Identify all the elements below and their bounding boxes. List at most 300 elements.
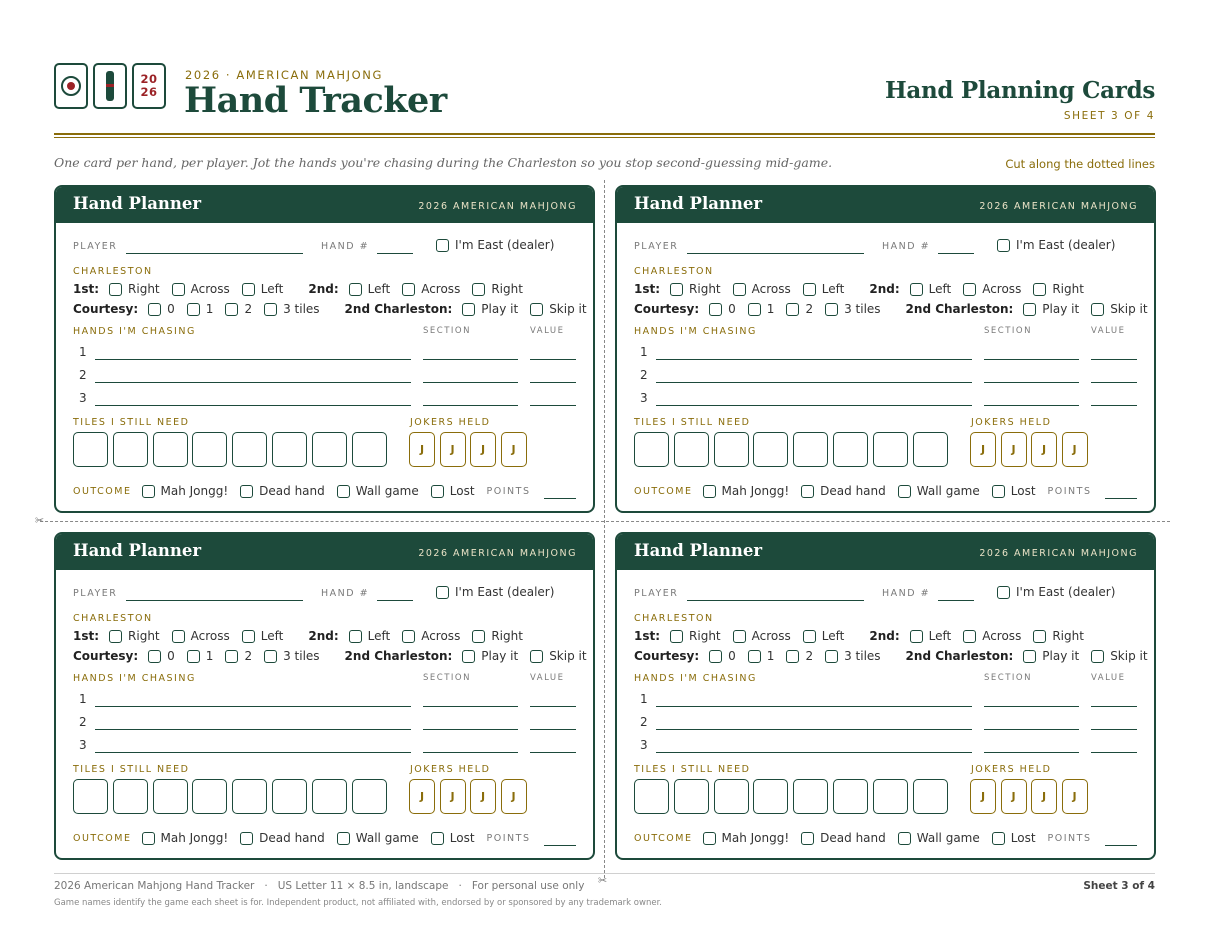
checkbox[interactable]	[187, 650, 200, 663]
hand-line[interactable]	[656, 729, 972, 730]
value-line[interactable]	[530, 359, 576, 360]
second-pass-option[interactable]	[1033, 282, 1084, 296]
value-line[interactable]	[530, 382, 576, 383]
second-pass-option[interactable]	[402, 282, 460, 296]
checkbox[interactable]	[748, 650, 761, 663]
player-line[interactable]	[126, 253, 303, 254]
tile-slot[interactable]	[714, 432, 749, 467]
second-charleston-label: 2nd Charleston:	[344, 649, 453, 663]
outcome-option[interactable]	[703, 831, 790, 845]
second-charleston-option[interactable]	[1091, 302, 1147, 316]
value-line[interactable]	[530, 405, 576, 406]
checkbox[interactable]	[264, 650, 277, 663]
checkbox[interactable]	[703, 485, 716, 498]
first-pass-option[interactable]	[109, 629, 160, 643]
outcome-option[interactable]	[898, 831, 980, 845]
tile-slot[interactable]	[634, 779, 669, 814]
east-dealer-label: I'm East (dealer)	[455, 585, 555, 599]
section-line[interactable]	[984, 706, 1079, 707]
tile-slot[interactable]	[312, 432, 347, 467]
courtesy-option[interactable]	[709, 649, 736, 663]
player-line[interactable]	[126, 600, 303, 601]
joker-tile[interactable]: J	[440, 779, 466, 814]
joker-tile[interactable]: J	[409, 432, 435, 467]
outcome-row	[73, 831, 530, 845]
outcome-option[interactable]	[431, 831, 475, 845]
courtesy-option[interactable]	[786, 649, 813, 663]
option-label: Across	[190, 282, 230, 296]
hand-row-number: 2	[79, 368, 87, 382]
joker-tile[interactable]: J	[1062, 779, 1088, 814]
checkbox[interactable]	[242, 630, 255, 643]
courtesy-option[interactable]	[148, 649, 175, 663]
tiles-needed-label: TILES I STILL NEED	[634, 764, 751, 775]
checkbox[interactable]	[992, 832, 1005, 845]
points-line[interactable]	[1105, 845, 1137, 846]
tile-slot[interactable]	[192, 432, 227, 467]
tile-slot[interactable]	[793, 779, 828, 814]
points-line[interactable]	[1105, 498, 1137, 499]
option-label: Left	[367, 282, 391, 296]
section-line[interactable]	[423, 382, 518, 383]
points-line[interactable]	[544, 498, 576, 499]
courtesy-option[interactable]	[825, 649, 880, 663]
second-pass-option[interactable]	[349, 629, 391, 643]
hand-number-line[interactable]	[377, 600, 413, 601]
checkbox[interactable]	[825, 650, 838, 663]
second-charleston-option[interactable]	[1023, 302, 1079, 316]
east-dealer-checkbox[interactable]	[997, 239, 1010, 252]
checkbox[interactable]	[187, 303, 200, 316]
checkbox[interactable]	[1091, 303, 1104, 316]
option-label: Left	[367, 629, 391, 643]
hand-line[interactable]	[95, 706, 411, 707]
checkbox[interactable]	[963, 283, 976, 296]
east-dealer-checkbox[interactable]	[997, 586, 1010, 599]
first-pass-option[interactable]	[670, 629, 721, 643]
checkbox[interactable]	[142, 832, 155, 845]
second-pass-option[interactable]	[963, 629, 1021, 643]
bamboo-tile-icon	[93, 63, 127, 109]
value-line[interactable]	[1091, 382, 1137, 383]
checkbox[interactable]	[803, 283, 816, 296]
courtesy-row	[73, 302, 595, 316]
hand-line[interactable]	[95, 729, 411, 730]
hand-line[interactable]	[95, 382, 411, 383]
hand-number-label: HAND #	[882, 588, 931, 599]
outcome-option[interactable]	[142, 484, 229, 498]
tile-slot[interactable]	[192, 779, 227, 814]
value-column-label: VALUE	[530, 326, 565, 336]
courtesy-option[interactable]	[264, 649, 319, 663]
tile-slot[interactable]	[272, 779, 307, 814]
hand-planner-card	[54, 185, 595, 513]
checkbox[interactable]	[109, 630, 122, 643]
checkbox[interactable]	[1023, 650, 1036, 663]
east-dealer-label: I'm East (dealer)	[1016, 585, 1116, 599]
checkbox[interactable]	[349, 630, 362, 643]
tile-slot[interactable]	[714, 779, 749, 814]
option-label: Right	[689, 282, 721, 296]
east-dealer-option[interactable]	[997, 585, 1115, 599]
points-label: POINTS	[486, 832, 531, 844]
option-label: Right	[491, 629, 523, 643]
points-label: POINTS	[1047, 485, 1092, 497]
courtesy-option[interactable]	[748, 649, 775, 663]
hand-line[interactable]	[656, 752, 972, 753]
section-line[interactable]	[423, 405, 518, 406]
section-line[interactable]	[423, 359, 518, 360]
option-label: Mah Jongg!	[160, 484, 229, 498]
checkbox[interactable]	[148, 650, 161, 663]
joker-tile[interactable]: J	[470, 432, 496, 467]
tiles-needed-label: TILES I STILL NEED	[73, 764, 190, 775]
checkbox[interactable]	[172, 283, 185, 296]
joker-tile[interactable]: J	[1031, 432, 1057, 467]
second-charleston-option[interactable]	[462, 649, 518, 663]
card-header	[617, 534, 1154, 570]
hand-line[interactable]	[656, 706, 972, 707]
checkbox[interactable]	[148, 303, 161, 316]
second-pass-option[interactable]	[910, 629, 952, 643]
courtesy-row	[634, 302, 1156, 316]
second-pass-label: 2nd:	[869, 629, 900, 643]
east-dealer-option[interactable]	[436, 585, 554, 599]
outcome-label: OUTCOME	[73, 485, 132, 497]
value-line[interactable]	[1091, 706, 1137, 707]
joker-tile[interactable]: J	[1062, 432, 1088, 467]
checkbox[interactable]	[402, 283, 415, 296]
checkbox[interactable]	[472, 283, 485, 296]
tile-slot[interactable]	[153, 432, 188, 467]
checkbox[interactable]	[431, 832, 444, 845]
courtesy-option[interactable]	[225, 649, 252, 663]
option-label: Play it	[1042, 649, 1080, 663]
hand-line[interactable]	[95, 752, 411, 753]
checkbox[interactable]	[472, 630, 485, 643]
hand-line[interactable]	[95, 405, 411, 406]
checkbox[interactable]	[240, 485, 253, 498]
value-line[interactable]	[1091, 405, 1137, 406]
checkbox[interactable]	[786, 650, 799, 663]
tile-slot[interactable]	[232, 779, 267, 814]
tile-slot[interactable]	[113, 779, 148, 814]
checkbox[interactable]	[349, 283, 362, 296]
outcome-option[interactable]	[337, 484, 419, 498]
logo	[54, 63, 166, 109]
checkbox[interactable]	[733, 283, 746, 296]
tile-slot[interactable]	[674, 432, 709, 467]
checkbox[interactable]	[530, 650, 543, 663]
first-pass-option[interactable]	[172, 629, 230, 643]
checkbox[interactable]	[910, 283, 923, 296]
jokers-held-label: JOKERS HELD	[410, 417, 491, 428]
hand-number-line[interactable]	[938, 253, 974, 254]
first-pass-option[interactable]	[242, 629, 284, 643]
tile-slot[interactable]	[793, 432, 828, 467]
checkbox[interactable]	[337, 832, 350, 845]
joker-tile[interactable]: J	[970, 779, 996, 814]
east-dealer-option[interactable]	[436, 238, 554, 252]
first-pass-option[interactable]	[109, 282, 160, 296]
checkbox[interactable]	[264, 303, 277, 316]
section-line[interactable]	[984, 752, 1079, 753]
checkbox[interactable]	[337, 485, 350, 498]
east-dealer-option[interactable]	[997, 238, 1115, 252]
outcome-option[interactable]	[801, 484, 886, 498]
value-line[interactable]	[530, 706, 576, 707]
outcome-option[interactable]	[337, 831, 419, 845]
tile-slot[interactable]	[674, 779, 709, 814]
second-pass-option[interactable]	[910, 282, 952, 296]
hand-line[interactable]	[656, 359, 972, 360]
hand-number-line[interactable]	[377, 253, 413, 254]
courtesy-option[interactable]	[709, 302, 736, 316]
checkbox[interactable]	[431, 485, 444, 498]
checkbox[interactable]	[530, 303, 543, 316]
tile-slot[interactable]	[73, 432, 108, 467]
joker-tile[interactable]: J	[440, 432, 466, 467]
courtesy-option[interactable]	[748, 302, 775, 316]
option-label: 3 tiles	[283, 302, 320, 316]
checkbox[interactable]	[898, 832, 911, 845]
outcome-option[interactable]	[703, 484, 790, 498]
points-label: POINTS	[1047, 832, 1092, 844]
tile-slot[interactable]	[352, 432, 387, 467]
option-label: Lost	[449, 484, 475, 498]
joker-tile[interactable]: J	[409, 779, 435, 814]
joker-tile[interactable]: J	[970, 432, 996, 467]
tile-slot[interactable]	[833, 779, 868, 814]
card-subtitle: 2026 AMERICAN MAHJONG	[979, 201, 1138, 212]
section-line[interactable]	[984, 729, 1079, 730]
option-label: 2	[244, 302, 253, 316]
points-line[interactable]	[544, 845, 576, 846]
hand-row-number: 3	[79, 738, 87, 752]
option-label: 0	[167, 649, 175, 663]
tile-slot[interactable]	[113, 432, 148, 467]
checkbox[interactable]	[462, 303, 475, 316]
first-pass-option[interactable]	[733, 629, 791, 643]
second-pass-option[interactable]	[402, 629, 460, 643]
jokers-held-label: JOKERS HELD	[971, 764, 1052, 775]
option-label: Across	[421, 282, 461, 296]
option-label: Left	[821, 282, 845, 296]
section-line[interactable]	[423, 729, 518, 730]
checkbox[interactable]	[172, 630, 185, 643]
hand-line[interactable]	[656, 405, 972, 406]
joker-tile[interactable]: J	[501, 779, 527, 814]
east-dealer-checkbox[interactable]	[436, 586, 449, 599]
outcome-option[interactable]	[801, 831, 886, 845]
checkbox[interactable]	[670, 630, 683, 643]
value-line[interactable]	[530, 752, 576, 753]
checkbox[interactable]	[748, 303, 761, 316]
tile-slot[interactable]	[352, 779, 387, 814]
outcome-option[interactable]	[898, 484, 980, 498]
option-label: Left	[928, 282, 952, 296]
charleston-label: CHARLESTON	[73, 266, 153, 277]
tile-slot[interactable]	[833, 432, 868, 467]
hand-planner-card	[615, 532, 1156, 860]
first-pass-option[interactable]	[670, 282, 721, 296]
card-title: Hand Planner	[634, 541, 763, 560]
tiles-needed-label: TILES I STILL NEED	[73, 417, 190, 428]
option-label: 1	[205, 649, 214, 663]
second-charleston-option[interactable]	[462, 302, 518, 316]
section-line[interactable]	[423, 706, 518, 707]
player-label: PLAYER	[73, 588, 118, 599]
checkbox[interactable]	[910, 630, 923, 643]
checkbox[interactable]	[1033, 283, 1046, 296]
checkbox[interactable]	[225, 303, 238, 316]
tile-slot[interactable]	[753, 779, 788, 814]
second-charleston-option[interactable]	[1023, 649, 1079, 663]
joker-tile[interactable]: J	[470, 779, 496, 814]
tile-slot[interactable]	[232, 432, 267, 467]
first-pass-option[interactable]	[172, 282, 230, 296]
second-charleston-option[interactable]	[1091, 649, 1147, 663]
first-pass-option[interactable]	[803, 282, 845, 296]
checkbox[interactable]	[801, 832, 814, 845]
outcome-option[interactable]	[240, 831, 325, 845]
option-label: Skip it	[1110, 649, 1148, 663]
checkbox[interactable]	[1091, 650, 1104, 663]
checkbox[interactable]	[709, 650, 722, 663]
first-pass-option[interactable]	[242, 282, 284, 296]
option-label: 3 tiles	[283, 649, 320, 663]
checkbox[interactable]	[801, 485, 814, 498]
value-line[interactable]	[1091, 752, 1137, 753]
joker-tile[interactable]: J	[1031, 779, 1057, 814]
joker-tile[interactable]: J	[1001, 779, 1027, 814]
option-label: Dead hand	[820, 484, 886, 498]
courtesy-option[interactable]	[148, 302, 175, 316]
second-pass-option[interactable]	[349, 282, 391, 296]
value-line[interactable]	[1091, 359, 1137, 360]
checkbox[interactable]	[225, 650, 238, 663]
checkbox[interactable]	[733, 630, 746, 643]
option-label: Mah Jongg!	[721, 484, 790, 498]
checkbox[interactable]	[963, 630, 976, 643]
outcome-option[interactable]	[992, 484, 1036, 498]
checkbox[interactable]	[462, 650, 475, 663]
courtesy-option[interactable]	[786, 302, 813, 316]
option-label: Across	[982, 282, 1022, 296]
option-label: Wall game	[355, 831, 419, 845]
first-pass-option[interactable]	[733, 282, 791, 296]
checkbox[interactable]	[898, 485, 911, 498]
tile-slot[interactable]	[913, 779, 948, 814]
outcome-option[interactable]	[992, 831, 1036, 845]
hand-line[interactable]	[656, 382, 972, 383]
checkbox[interactable]	[825, 303, 838, 316]
outcome-option[interactable]	[240, 484, 325, 498]
checkbox[interactable]	[670, 283, 683, 296]
second-charleston-option[interactable]	[530, 302, 586, 316]
card-subtitle: 2026 AMERICAN MAHJONG	[418, 548, 577, 559]
player-line[interactable]	[687, 600, 864, 601]
value-line[interactable]	[1091, 729, 1137, 730]
second-pass-option[interactable]	[1033, 629, 1084, 643]
charleston-first-row	[73, 282, 535, 296]
section-line[interactable]	[984, 382, 1079, 383]
courtesy-option[interactable]	[825, 302, 880, 316]
option-label: Right	[1052, 629, 1084, 643]
option-label: Left	[928, 629, 952, 643]
option-label: Play it	[481, 649, 519, 663]
checkbox[interactable]	[109, 283, 122, 296]
checkbox[interactable]	[142, 485, 155, 498]
checkbox[interactable]	[402, 630, 415, 643]
checkbox[interactable]	[240, 832, 253, 845]
year-tile-bottom: 26	[140, 85, 158, 99]
option-label: Dead hand	[820, 831, 886, 845]
tile-slot[interactable]	[873, 432, 908, 467]
joker-tile[interactable]: J	[501, 432, 527, 467]
checkbox[interactable]	[709, 303, 722, 316]
courtesy-option[interactable]	[187, 649, 214, 663]
outcome-option[interactable]	[142, 831, 229, 845]
second-pass-option[interactable]	[472, 629, 523, 643]
value-line[interactable]	[530, 729, 576, 730]
checkbox[interactable]	[1033, 630, 1046, 643]
second-pass-option[interactable]	[472, 282, 523, 296]
hands-chasing-label: HANDS I'M CHASING	[634, 673, 757, 684]
first-pass-option[interactable]	[803, 629, 845, 643]
footer-info: 2026 American Mahjong Hand Tracker · US Letter 11 × 8.5 in, landscape · For personal use only	[54, 880, 585, 892]
player-line[interactable]	[687, 253, 864, 254]
tile-slot[interactable]	[913, 432, 948, 467]
tile-slot[interactable]	[73, 779, 108, 814]
tile-slot[interactable]	[753, 432, 788, 467]
hands-chasing-label: HANDS I'M CHASING	[634, 326, 757, 337]
hand-line[interactable]	[95, 359, 411, 360]
card-subtitle: 2026 AMERICAN MAHJONG	[418, 201, 577, 212]
section-line[interactable]	[423, 752, 518, 753]
joker-tile[interactable]: J	[1001, 432, 1027, 467]
second-charleston-option[interactable]	[530, 649, 586, 663]
checkbox[interactable]	[242, 283, 255, 296]
card-header	[56, 534, 593, 570]
tile-slot[interactable]	[312, 779, 347, 814]
courtesy-option[interactable]	[264, 302, 319, 316]
checkbox[interactable]	[992, 485, 1005, 498]
card-title: Hand Planner	[634, 194, 763, 213]
checkbox[interactable]	[703, 832, 716, 845]
option-label: Lost	[449, 831, 475, 845]
option-label: Mah Jongg!	[160, 831, 229, 845]
tile-slot[interactable]	[634, 432, 669, 467]
checkbox[interactable]	[1023, 303, 1036, 316]
option-label: 2	[805, 302, 814, 316]
section-line[interactable]	[984, 405, 1079, 406]
hand-number-line[interactable]	[938, 600, 974, 601]
tile-slot[interactable]	[873, 779, 908, 814]
east-dealer-checkbox[interactable]	[436, 239, 449, 252]
tile-slot[interactable]	[272, 432, 307, 467]
courtesy-option[interactable]	[225, 302, 252, 316]
tile-slot[interactable]	[153, 779, 188, 814]
checkbox[interactable]	[803, 630, 816, 643]
outcome-option[interactable]	[431, 484, 475, 498]
checkbox[interactable]	[786, 303, 799, 316]
east-dealer-label: I'm East (dealer)	[1016, 238, 1116, 252]
second-pass-option[interactable]	[963, 282, 1021, 296]
section-line[interactable]	[984, 359, 1079, 360]
courtesy-option[interactable]	[187, 302, 214, 316]
option-label: Play it	[1042, 302, 1080, 316]
